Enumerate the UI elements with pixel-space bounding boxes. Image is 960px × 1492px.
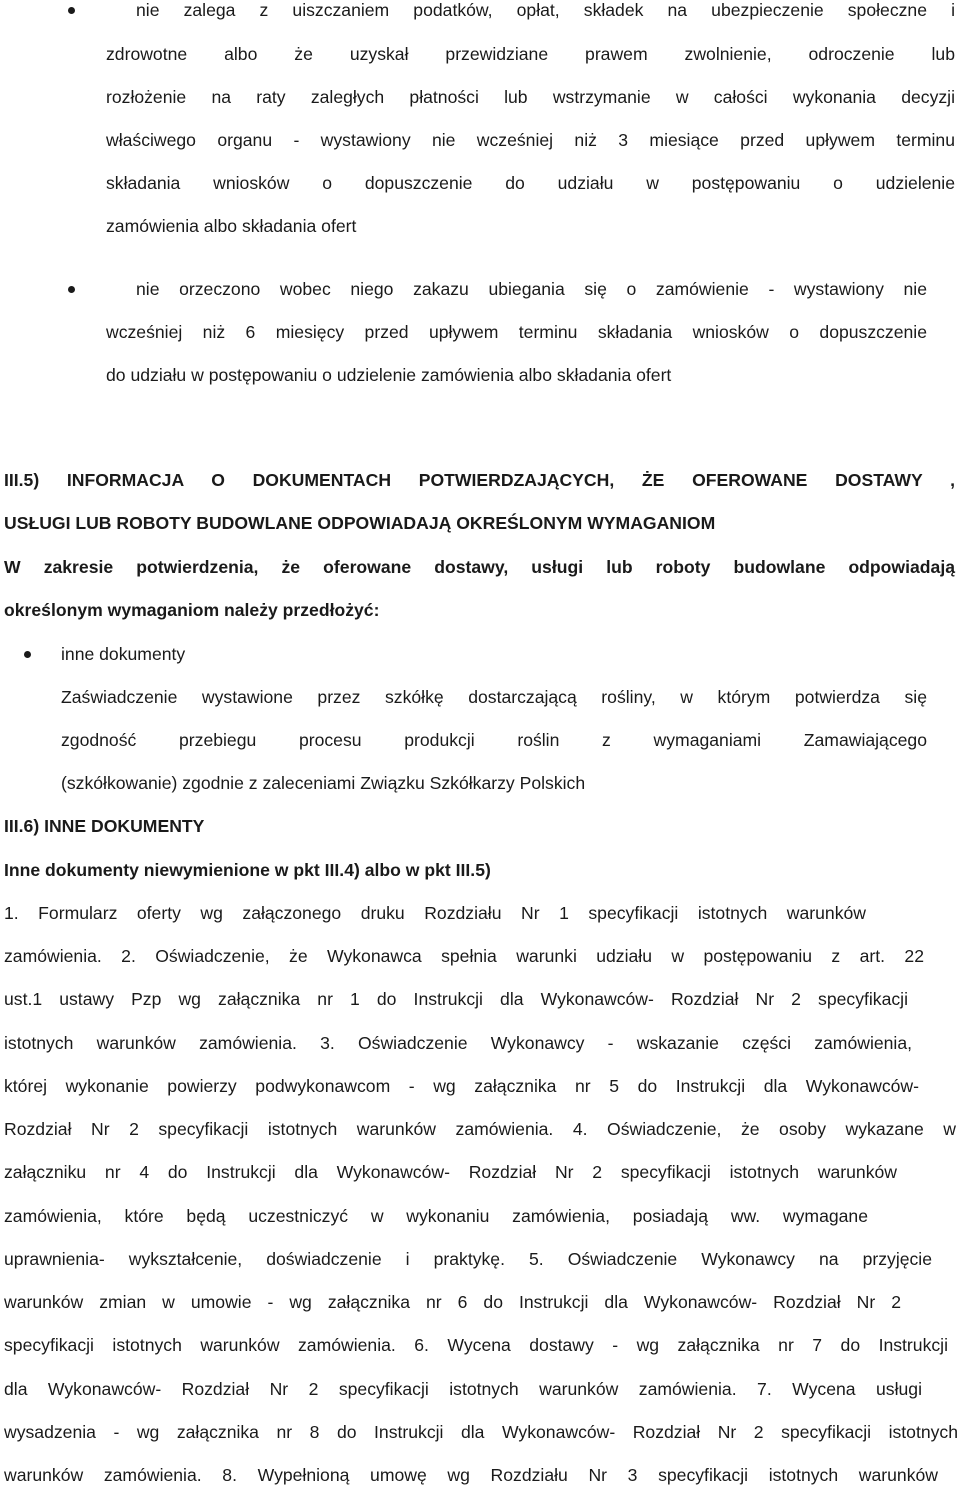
section-3-6-subheading: Inne dokumenty niewymienione w pkt III.4) albo w pkt III.5): [4, 860, 491, 880]
section-3-6-body-line-11: specyfikacji istotnych warunków zamówienia. 6. Wycena dostawy - wg załącznika nr 7 do Instrukcji: [4, 1335, 948, 1355]
bullet-2-line-3: do udziału w postępowaniu o udzielenie zamówienia albo składania ofert: [106, 365, 672, 385]
section-3-5-detail-line-2: zgodność przebiegu procesu produkcji roślin z wymaganiami Zamawiającego: [61, 730, 927, 750]
section-3-6-body-line-10: warunków zmian w umowie - wg załącznika nr 6 do Instrukcji dla Wykonawców- Rozdział Nr 2: [4, 1292, 901, 1312]
section-3-6-heading: III.6) INNE DOKUMENTY: [4, 816, 205, 836]
section-3-6-body-line-4: istotnych warunków zamówienia. 3. Oświadczenie Wykonawcy - wskazanie części zamówienia,: [4, 1033, 912, 1053]
bullet-2-line-2: wcześniej niż 6 miesięcy przed upływem terminu składania wniosków o dopuszczenie: [106, 322, 927, 342]
bullet-dot: [24, 651, 31, 658]
section-3-5-detail-line-1: Zaświadczenie wystawione przez szkółkę dostarczającą rośliny, w którym potwierdza się: [61, 687, 927, 707]
bullet-1-line-6: zamówienia albo składania ofert: [106, 216, 357, 236]
bullet-1-line-2: zdrowotne albo że uzyskał przewidziane prawem zwolnienie, odroczenie lub: [106, 44, 955, 64]
bullet-1-line-1: nie zalega z uiszczaniem podatków, opłat, składek na ubezpieczenie społeczne i: [136, 0, 955, 20]
section-3-6-body-line-13: wysadzenia - wg załącznika nr 8 do Instrukcji dla Wykonawców- Rozdział Nr 2 specyfikacji istotnych: [4, 1422, 958, 1442]
bullet-2-line-1: nie orzeczono wobec niego zakazu ubiegania się o zamówienie - wystawiony nie: [136, 279, 927, 299]
section-3-6-body-line-1: 1. Formularz oferty wg załączonego druku Rozdziału Nr 1 specyfikacji istotnych warunków: [4, 903, 866, 923]
section-3-6-body-line-6: Rozdział Nr 2 specyfikacji istotnych warunków zamówienia. 4. Oświadczenie, że osoby wykazane w: [4, 1119, 956, 1139]
bullet-1-line-4: właściwego organu - wystawiony nie wcześniej niż 3 miesiące przed upływem terminu: [106, 130, 955, 150]
section-3-5-detail-line-3: (szkółkowanie) zgodnie z zaleceniami Związku Szkółkarzy Polskich: [61, 773, 586, 793]
section-3-5-heading-line-1: III.5) INFORMACJA O DOKUMENTACH POTWIERDZAJĄCYCH, ŻE OFEROWANE DOSTAWY ,: [4, 470, 955, 490]
section-3-6-body-line-9: uprawnienia- wykształcenie, doświadczenie i praktykę. 5. Oświadczenie Wykonawcy na przyjęcie: [4, 1249, 932, 1269]
section-3-6-body-line-5: której wykonanie powierzy podwykonawcom - wg załącznika nr 5 do Instrukcji dla Wykonawców-: [4, 1076, 919, 1096]
section-3-6-body-line-2: zamówienia. 2. Oświadczenie, że Wykonawca spełnia warunki udziału w postępowaniu z art. 22: [4, 946, 924, 966]
bullet-dot: [68, 286, 75, 293]
section-3-5-bullet: inne dokumenty: [61, 644, 186, 664]
bullet-dot: [68, 7, 75, 14]
section-3-6-body-line-8: zamówienia, które będą uczestniczyć w wykonaniu zamówienia, posiadają ww. wymagane: [4, 1206, 868, 1226]
bullet-1-line-5: składania wniosków o dopuszczenie do udziału w postępowaniu o udzielenie: [106, 173, 955, 193]
section-3-5-intro-line-2: określonym wymaganiom należy przedłożyć:: [4, 600, 380, 620]
section-3-6-body-line-12: dla Wykonawców- Rozdział Nr 2 specyfikacji istotnych warunków zamówienia. 7. Wycena usługi: [4, 1379, 922, 1399]
section-3-5-intro-line-1: W zakresie potwierdzenia, że oferowane dostawy, usługi lub roboty budowlane odpowiadają: [4, 557, 955, 577]
section-3-6-body-line-3: ust.1 ustawy Pzp wg załącznika nr 1 do Instrukcji dla Wykonawców- Rozdział Nr 2 specyfikacji: [4, 989, 908, 1009]
section-3-6-body-line-7: załączniku nr 4 do Instrukcji dla Wykonawców- Rozdział Nr 2 specyfikacji istotnych warunków: [4, 1162, 897, 1182]
section-3-6-body-line-14: warunków zamówienia. 8. Wypełnioną umowę wg Rozdziału Nr 3 specyfikacji istotnych warunków: [4, 1465, 938, 1485]
bullet-1-line-3: rozłożenie na raty zaległych płatności lub wstrzymanie w całości wykonania decyzji: [106, 87, 955, 107]
section-3-5-heading-line-2: USŁUGI LUB ROBOTY BUDOWLANE ODPOWIADAJĄ OKREŚLONYM WYMAGANIOM: [4, 513, 716, 533]
